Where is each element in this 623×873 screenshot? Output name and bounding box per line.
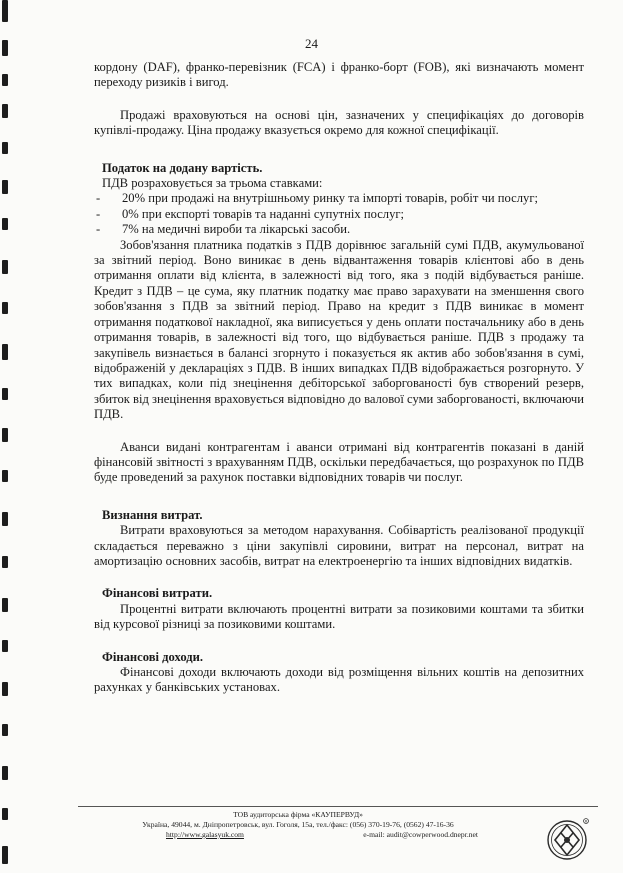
finance-costs-heading: Фінансові витрати. (102, 586, 213, 601)
vat-rates-list (94, 191, 584, 237)
footer-website-link[interactable]: http://www.galasyuk.com (166, 830, 244, 839)
vat-intro: ПДВ розраховується за трьома ставками: (102, 176, 323, 191)
vat-heading: Податок на додану вартість. (102, 160, 263, 175)
vat-body-paragraph: Зобов'язання платника податків з ПДВ дорівнює загальній сумі ПДВ, акумульованої за звітний період. Воно виникає в день відвантаження товарів клієнтові або в день отримання оплати від клієнта, в залежності від того, яка з подій відбувається раніше. Кредит з ПДВ – це сума, яку платник податку має право зарахувати на зменшення свого зобов'язання з ПДВ за звітний період. Право на кредит з ПДВ виникає в момент отримання податкової накладної, яка виписується у день оплати постачальнику або в день отримання товарів, в залежності від того, що відбувається раніше. ПДВ з продажу та закупівель визнається в балансі згорнуто і показується як актив або зобов'язання в сумі, відображеній у деклараціях з ПДВ. В інших випадках ПДВ відображається розгорнуто. У тих випадках, коли під знецінення дебіторської заборгованості був створений резерв, збиток від знецінення враховується відповідно до валової суми заборгованості, включаючи ПДВ. (94, 237, 584, 422)
vat-rate-item: - 7% на медичні вироби та лікарські засоби. (94, 222, 584, 237)
intro-paragraph: кордону (DAF), франко-перевізник (FCA) і франко-борт (FOB), які визначають момент переходу ризиків і вигод. (94, 60, 584, 90)
expenses-heading: Визнання витрат. (102, 507, 203, 522)
footer-divider (78, 806, 598, 807)
page-number: 24 (305, 36, 318, 51)
binding-holes (0, 0, 14, 873)
vat-rate-item: - 20% при продажі на внутрішньому ринку та імпорті товарів, робіт чи послуг; (94, 191, 584, 206)
sales-paragraph: Продажі враховуються на основі цін, зазначених у специфікаціях до договорів купівлі-продажу. Ціна продажу вказується окремо для кожної специфікації. (94, 107, 584, 138)
finance-income-paragraph: Фінансові доходи включають доходи від розміщення вільних коштів на депозитних рахунках у банківських установах. (94, 665, 584, 695)
svg-text:R: R (584, 819, 588, 824)
footer-company: ТОВ аудиторська фірма «КАУПЕРВУД» (233, 810, 363, 819)
vat-rate-item: - 0% при експорті товарів та наданні супутніх послуг; (94, 207, 584, 222)
company-logo-icon (545, 816, 591, 862)
footer (78, 810, 518, 840)
finance-income-heading: Фінансові доходи. (102, 649, 204, 664)
footer-address: Україна, 49044, м. Дніпропетровськ, вул. Гоголя, 15а, тел./факс: (056) 370-19-76, (0562) 47-16-36 (142, 820, 454, 829)
footer-email[interactable]: e-mail: audit@cowperwood.dnepr.net (363, 830, 478, 839)
document-body (94, 60, 584, 696)
expenses-paragraph: Витрати враховуються за методом нарахування. Собівартість реалізованої продукції складається переважно з ціни закупівлі сировини, витрат на персонал, витрат на амортизацію основних засобів, витрат на електроенергію та інших відповідних видатків. (94, 523, 584, 568)
vat-advances-paragraph: Аванси видані контрагентам і аванси отримані від контрагентів показані в даній фінансовій звітності з врахуванням ПДВ, оскільки передбачається, що розрахунок по ПДВ буде проведений за рахунок поставки відповідних товарів чи послуг. (94, 439, 584, 485)
finance-costs-paragraph: Процентні витрати включають процентні витрати за позиковими коштами та збитки від курсової різниці за позиковими коштами. (94, 601, 584, 632)
